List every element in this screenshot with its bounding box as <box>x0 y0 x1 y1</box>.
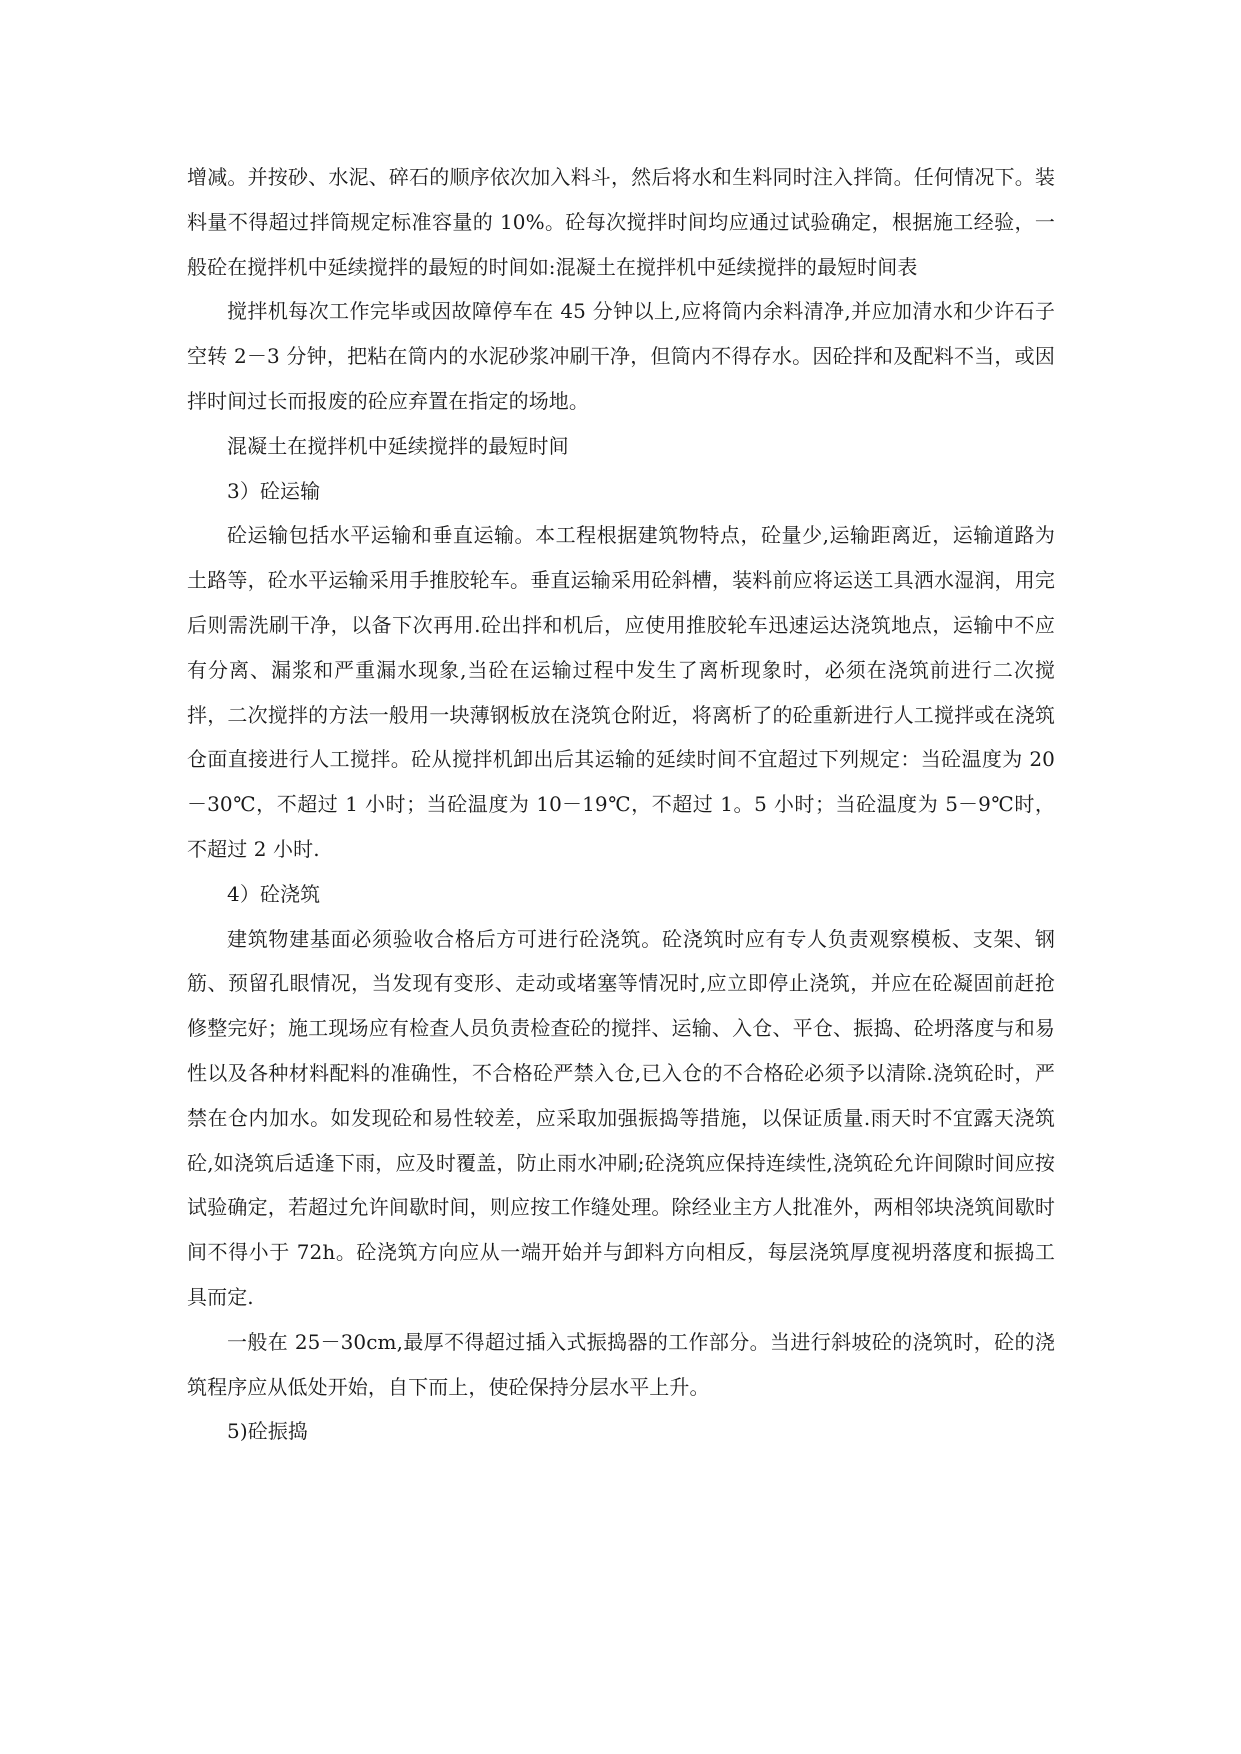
paragraph-layer-thickness: 一般在 25－30cm,最厚不得超过插入式振捣器的工作部分。当进行斜坡砼的浇筑时，砼的浇筑程序应从低处开始，自下而上，使砼保持分层水平上升。 <box>187 1329 1055 1399</box>
table-caption-min-mixing-time: 混凝土在搅拌机中延续搅拌的最短时间 <box>227 433 569 458</box>
paragraph-mixer-cleaning: 搅拌机每次工作完毕或因故障停车在 45 分钟以上,应将筒内余料清净,并应加清水和少许石子空转 2－3 分钟，把粘在筒内的水泥砂浆冲刷干净，但筒内不得存水。因砼拌和及配料不当，或因拌时间过长而报废的砼应弃置在指定的场地。 <box>187 299 1055 413</box>
section-heading-vibration: 5)砼振捣 <box>227 1419 309 1444</box>
paragraph-pouring: 建筑物建基面必须验收合格后方可进行砼浇筑。砼浇筑时应有专人负责观察模板、支架、钢筋、预留孔眼情况，当发现有变形、走动或堵塞等情况时,应立即停止浇筑，并应在砼凝固前赶抢修整完好；施工现场应有检查人员负责检查砼的搅拌、运输、入仓、平仓、振捣、砼坍落度与和易性以及各种材料配料的准确性，不合格砼严禁入仓,已入仓的不合格砼必须予以清除.浇筑砼时，严禁在仓内加水。如发现砼和易性较差，应采取加强振捣等措施，以保证质量.雨天时不宜露天浇筑砼,如浇筑后适逢下雨，应及时覆盖，防止雨水冲刷;砼浇筑应保持连续性,浇筑砼允许间隙时间应按试验确定，若超过允许间歇时间，则应按工作缝处理。除经业主方人批准外，两相邻块浇筑间歇时间不得小于 72h。砼浇筑方向应从一端开始并与卸料方向相反，每层浇筑厚度视坍落度和振捣工具而定. <box>187 926 1055 1309</box>
paragraph-transport: 砼运输包括水平运输和垂直运输。本工程根据建筑物特点，砼量少,运输距离近，运输道路为土路等，砼水平运输采用手推胶轮车。垂直运输采用砼斜槽，装料前应将运送工具洒水湿润，用完后则需洗刷干净，以备下次再用.砼出拌和机后，应使用推胶轮车迅速运达浇筑地点，运输中不应有分离、漏浆和严重漏水现象,当砼在运输过程中发生了离析现象时，必须在浇筑前进行二次搅拌，二次搅拌的方法一般用一块薄钢板放在浇筑仓附近，将离析了的砼重新进行人工搅拌或在浇筑仓面直接进行人工搅拌。砼从搅拌机卸出后其运输的延续时间不宜超过下列规定：当砼温度为 20－30℃，不超过 1 小时；当砼温度为 10－19℃，不超过 1。5 小时；当砼温度为 5－9℃时，不超过 2 小时. <box>187 523 1055 861</box>
document-page <box>187 155 1055 1454</box>
paragraph-mixing-order: 增减。并按砂、水泥、碎石的顺序依次加入料斗，然后将水和生料同时注入拌筒。任何情况下。装料量不得超过拌筒规定标准容量的 10%。砼每次搅拌时间均应通过试验确定，根据施工经验，一般砼在搅拌机中延续搅拌的最短的时间如:混凝土在搅拌机中延续搅拌的最短时间表 <box>187 165 1055 279</box>
section-heading-pouring: 4）砼浇筑 <box>227 881 321 906</box>
section-heading-transport: 3）砼运输 <box>227 478 321 503</box>
